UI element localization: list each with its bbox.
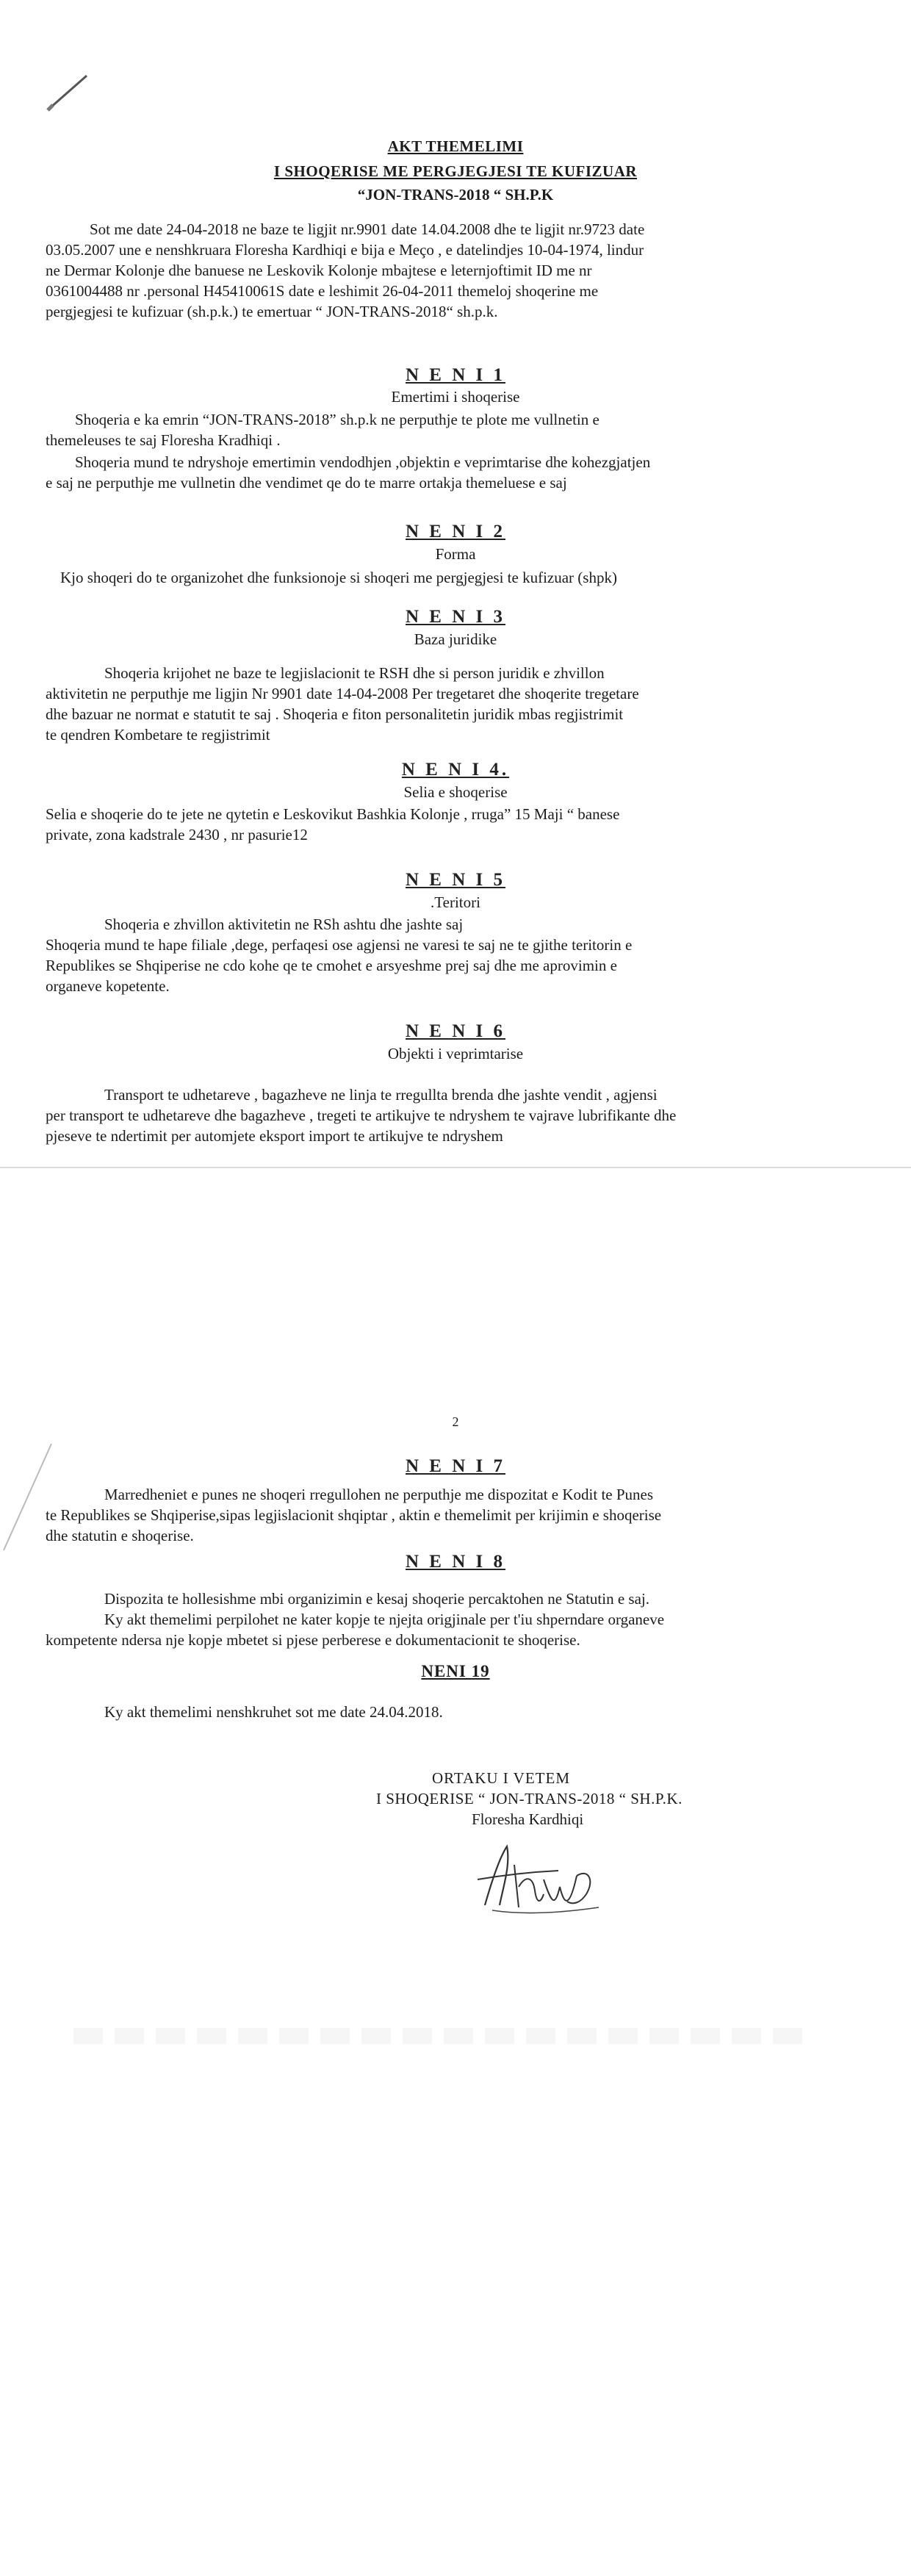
article-6-line: pjeseve te ndertimit per automjete eksport import te artikujve te ndryshem [46, 1127, 503, 1145]
article-8-heading: N E N I 8 [405, 1552, 505, 1572]
signature-role: ORTAKU I VETEM [432, 1769, 570, 1787]
article-19-heading: NENI 19 [421, 1662, 490, 1680]
article-5-line: Republikes se Shqiperise ne cdo kohe qe te cmohet e arsyeshme prej saj dhe me aprovimin e [46, 957, 617, 974]
doc-title-line2: I SHOQERISE ME PERGJEGJESI TE KUFIZUAR [273, 162, 638, 180]
article-6-subtitle: Objekti i veprimtarise [387, 1045, 524, 1062]
article-3-line: aktivitetin ne perputhje me ligjin Nr 9901 date 14-04-2008 Per tregetaret dhe shoqerite tregetare [46, 685, 639, 702]
article-3-line: te qendren Kombetare te regjistrimit [46, 726, 270, 744]
article-5-subtitle: .Teritori [431, 893, 480, 911]
article-5-line: Shoqeria e zhvillon aktivitetin ne RSh ashtu dhe jashte saj [104, 915, 464, 933]
signature-name: Floresha Kardhiqi [472, 1810, 584, 1828]
article-1-line: themeleuses te saj Floresha Kradhiqi . [46, 431, 281, 449]
doc-title: AKT THEMELIMI [387, 137, 524, 155]
article-4-line: private, zona kadstrale 2430 , nr pasurie12 [46, 826, 308, 843]
article-4-subtitle: Selia e shoqerise [403, 783, 508, 801]
faint-bleed-through [73, 2028, 808, 2044]
article-2-subtitle: Forma [435, 545, 476, 563]
article-5-line: Shoqeria mund te hape filiale ,dege, perfaqesi ose agjensi ne varesi te saj ne te gjithe teritorin e [46, 936, 633, 954]
article-5-heading: N E N I 5 [405, 870, 505, 890]
article-3-line: dhe bazuar ne normat e statutit te saj . Shoqeria e fiton personalitetin juridik mbas regjistrimit [46, 705, 624, 723]
handwritten-signature [470, 1835, 617, 1924]
intro-line: 0361004488 nr .personal H45410061S date e leshimit 26-04-2011 themeloj shoqerine me [46, 282, 599, 300]
page-number: 2 [452, 1414, 459, 1429]
intro-line: ne Dermar Kolonje dhe banuese ne Leskovik Kolonje mbajtese e leternjoftimit ID me nr [46, 262, 592, 279]
article-3-subtitle: Baza juridike [414, 630, 497, 648]
article-5-line: organeve kopetente. [46, 977, 170, 995]
article-19-line: Ky akt themelimi nenshkruhet sot me date 24.04.2018. [104, 1703, 443, 1721]
doc-company-name: “JON-TRANS-2018 “ SH.P.K [357, 186, 554, 204]
article-7-heading: N E N I 7 [405, 1456, 505, 1476]
article-7-line: te Republikes se Shqiperise,sipas legjislacionit shqiptar , aktin e themelimit per krijimin e shoqerise [46, 1506, 662, 1524]
article-1-line: Shoqeria mund te ndryshoje emertimin vendodhjen ,objektin e veprimtarise dhe kohezgjatjen [75, 453, 651, 471]
article-1-line: Shoqeria e ka emrin “JON-TRANS-2018” sh.p.k ne perputhje te plote me vullnetin e [75, 411, 599, 428]
page-separator [0, 1167, 911, 1168]
article-7-line: Marredheniet e punes ne shoqeri rregullohen ne perputhje me dispozitat e Kodit te Punes [104, 1486, 654, 1503]
signature-company: I SHOQERISE “ JON-TRANS-2018 “ SH.P.K. [376, 1790, 683, 1807]
article-8-line: kompetente ndersa nje kopje mbetet si pjese perberese e dokumentacionit te shoqerise. [46, 1631, 580, 1649]
article-4-line: Selia e shoqerie do te jete ne qytetin e Leskovikut Bashkia Kolonje , rruga” 15 Maji “ banese [46, 805, 620, 823]
pen-mark [44, 70, 96, 114]
article-8-line: Ky akt themelimi perpilohet ne kater kopje te njejta origjinale per t'iu shperndare organeve [104, 1611, 665, 1628]
article-6-line: Transport te udhetareve , bagazheve ne linja te rregullta brenda dhe jashte vendit , agjensi [104, 1086, 658, 1104]
intro-line: Sot me date 24-04-2018 ne baze te ligjit nr.9901 date 14.04.2008 dhe te ligjit nr.9723 date [90, 220, 645, 238]
article-2-heading: N E N I 2 [405, 522, 505, 542]
intro-line: pergjegjesi te kufizuar (sh.p.k.) te emertuar “ JON-TRANS-2018“ sh.p.k. [46, 303, 498, 320]
article-2-line: Kjo shoqeri do te organizohet dhe funksionoje si shoqeri me pergjegjesi te kufizuar (shpk) [60, 569, 617, 586]
article-1-subtitle: Emertimi i shoqerise [391, 388, 520, 406]
article-1-heading: N E N I 1 [405, 365, 505, 385]
article-7-line: dhe statutin e shoqerise. [46, 1527, 194, 1544]
article-3-heading: N E N I 3 [405, 607, 505, 627]
article-4-heading: N E N I 4. [401, 760, 510, 780]
article-6-heading: N E N I 6 [405, 1021, 505, 1041]
article-8-line: Dispozita te hollesishme mbi organizimin e kesaj shoqerie percaktohen ne Statutin e saj. [104, 1590, 650, 1608]
article-6-line: per transport te udhetareve dhe bagazheve , tregeti te artikujve te ndryshem te vajrave lubrifikante dhe [46, 1107, 677, 1124]
article-3-line: Shoqeria krijohet ne baze te legjislacionit te RSH dhe si person juridik e zhvillon [104, 664, 605, 682]
article-1-line: e saj ne perputhje me vullnetin dhe vendimet qe do te marre ortakja themeluese e saj [46, 474, 567, 492]
intro-line: 03.05.2007 une e nenshkruara Floresha Kardhiqi e bija e Meço , e datelindjes 10-04-1974, lindur [46, 241, 644, 259]
